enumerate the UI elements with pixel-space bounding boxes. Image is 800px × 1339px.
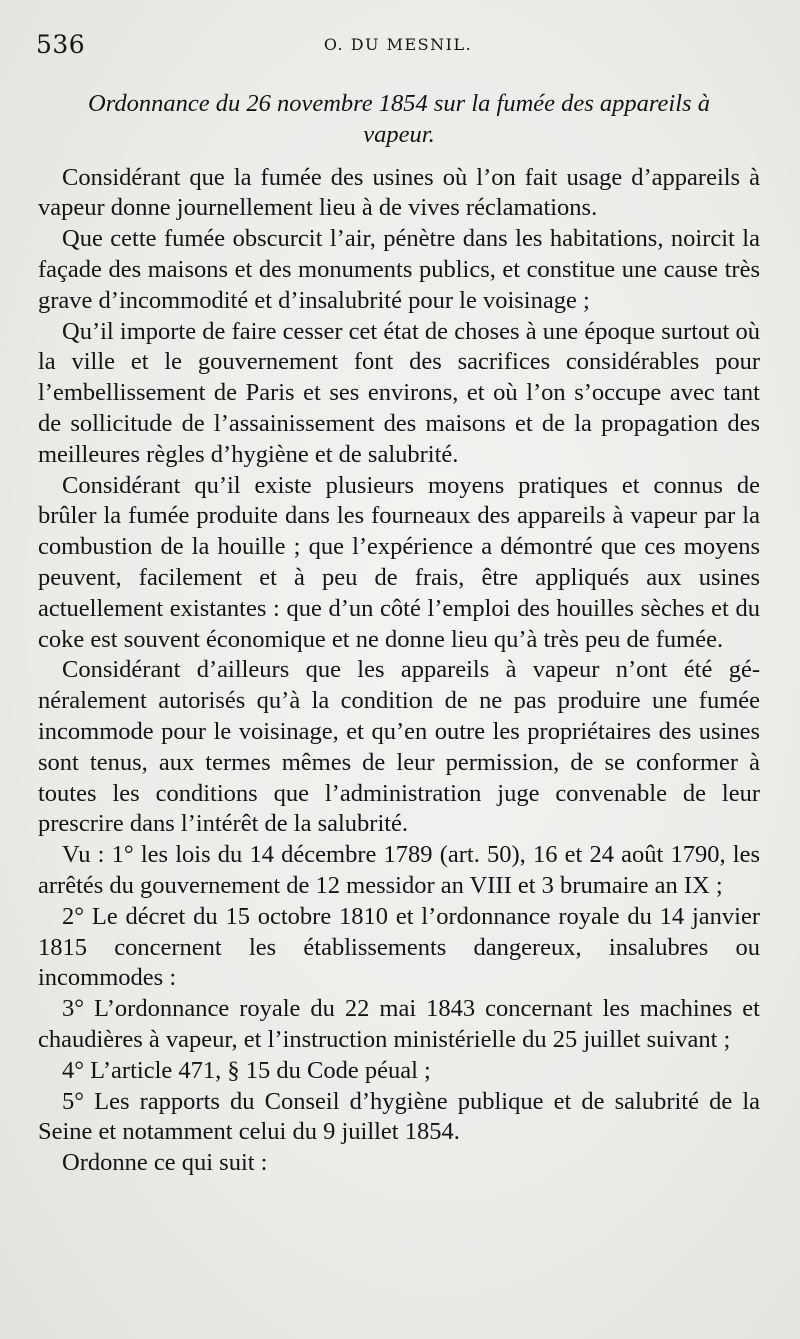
running-head: O. DU MESNIL.: [323, 35, 473, 54]
page-number: 536: [36, 30, 86, 59]
paragraph-moyens-pratiques: Considérant qu’il existe plusieurs moyens pratiques et connus de brûler la fumée produite dans les fourneaux des appareils à vapeur par la combustion de la houille ; que l’expérience a démontré que ces moyens peuvent, facilement et à peu de frais, être appliqués aux usines actuellement existantes : que d’un côté l’emploi des houilles sèches et du coke est souvent économique et ne donne lieu qu’à très peu de fumée.: [38, 471, 760, 653]
paragraph-appareils-autorises: Considérant d’ailleurs que les appareils à vapeur n’ont été généralement autorisés qu’à la condition de ne pas produire une fumée incommode pour le voisinage, et qu’en outre les propriétaires des usines sont tenus, aux termes mêmes de leur permission, de se conformer à toutes les conditions que l’administration juge convenable de leur prescrire dans l’intérêt de la salubrité.: [38, 656, 760, 838]
page-header: [36, 30, 760, 60]
paragraph-considerant-fumee: Considérant que la fumée des usines où l’on fait usage d’appareils à vapeur donne journellement lieu à de vives réclamations.: [38, 163, 760, 222]
paragraph-ordonne: Ordonne ce qui suit :: [62, 1149, 268, 1177]
paragraph-decret-1810: 2° Le décret du 15 octobre 1810 et l’ordonnance royale du 14 janvier 1815 concernent les établissements dangereux, insalubres ou incommodes :: [38, 902, 760, 992]
paragraph-ordonnance-1843: 3° L’ordonnance royale du 22 mai 1843 concernant les machines et chaudières à vapeur, et l’instruction ministérielle du 25 juillet suivant ;: [38, 995, 760, 1053]
paragraph-vu-lois: Vu : 1° les lois du 14 décembre 1789 (art. 50), 16 et 24 août 1790, les arrêtés du gouvernement de 12 messidor an VIII et 3 brumaire an IX ;: [38, 841, 760, 899]
paragraph-rapports-conseil: 5° Les rapports du Conseil d’hygiène publique et de salubrité de la Seine et notamment celui du 9 juillet 1854.: [38, 1087, 760, 1146]
paragraph-article-471: 4° L’article 471, § 15 du Code péual ;: [62, 1056, 431, 1084]
paragraph-obscurcit: Que cette fumée obscurcit l’air, pénètre dans les habitations, noircit la façade des maisons et des monuments publics, et constitue une cause très grave d’incommodité et d’insalubrité pour le voisinage ;: [38, 225, 760, 314]
body-text: [38, 89, 760, 1179]
paragraph-importe: Qu’il importe de faire cesser cet état de choses à une époque surtout où la ville et le gouvernement font des sacrifices considérables pour l’embellissement de Paris et ses environs, et où l’on s’occupe avec tant de sollicitude de l’assainissement des maisons et de la propagation des meilleures règles d’hygiène et de salubrité.: [38, 317, 760, 468]
ordinance-title: Ordonnance du 26 novembre 1854 sur la fumée des appareils à vapeur.: [88, 90, 710, 148]
